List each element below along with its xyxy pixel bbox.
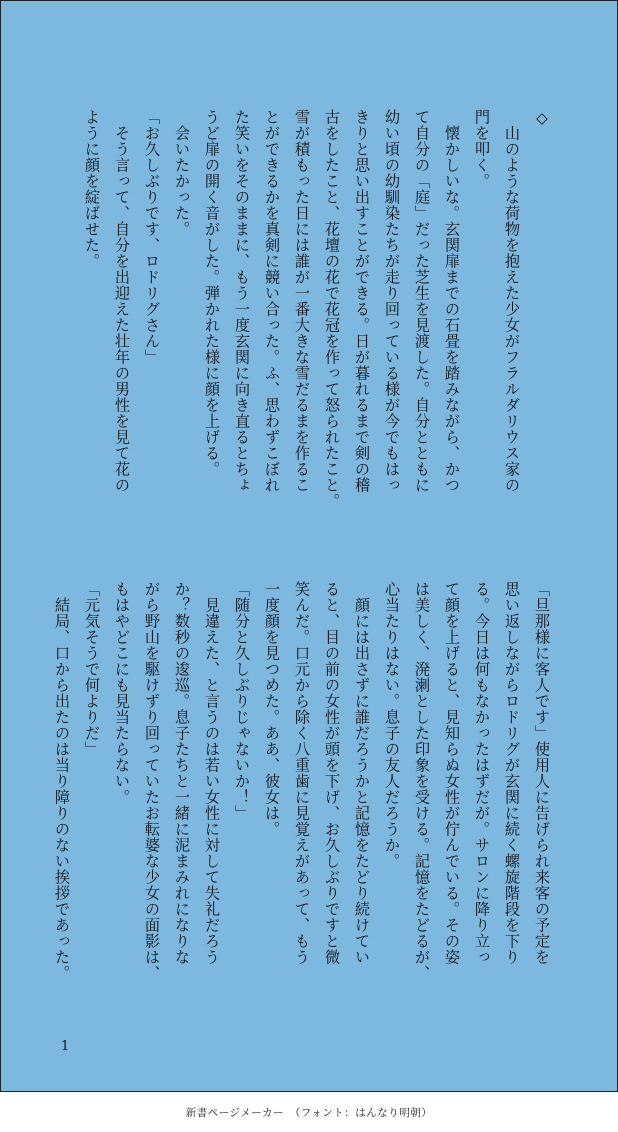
text-line: うど扉の開く音がした。弾かれた様に顔を上げる。 — [203, 109, 221, 477]
upper-text-block — [77, 109, 557, 539]
lower-text-block — [47, 581, 557, 1011]
text-line: もはやどこにも見当たらない。 — [113, 581, 131, 805]
text-line: て自分の「庭」だった芝生を見渡した。自分とともに — [413, 109, 431, 493]
text-line: がら野山を駆けずり回っていたお転婆な少女の面影は、 — [143, 581, 161, 981]
text-line: 「お久しぶりです、ロドリグさん」 — [143, 109, 161, 365]
text-line: て顔を上げると、見知らぬ女性が佇んでいる。その姿 — [443, 581, 461, 965]
text-line: 幼い頃の幼馴染たちが走り回っている様が今でもはっ — [383, 109, 401, 493]
text-line: そう言って、自分を出迎えた壮年の男性を見て花の — [113, 109, 131, 493]
text-line: 一度顔を見つめた。ああ、彼女は。 — [263, 581, 281, 837]
text-line: 思い返しながらロドリグが玄関に続く螺旋階段を下り — [503, 581, 521, 965]
text-line: 「旦那様に客人です」使用人に告げられ来客の予定を — [533, 581, 551, 965]
text-line: 笑んだ。口元から除く八重歯に見覚えがあって、もう — [293, 581, 311, 965]
text-line: る。今日は何もなかったはずだが。サロンに降り立っ — [473, 581, 491, 965]
text-line: とができるかを真剣に競い合った。ふ、思わずこぼれ — [263, 109, 281, 493]
text-line: は美しく、溌溂とした印象を受ける。記憶をたどるが、 — [413, 581, 431, 981]
text-line: ように顔を綻ばせた。 — [83, 109, 101, 269]
text-line: 懐かしいな。玄関扉までの石畳を踏みながら、かつ — [443, 109, 461, 493]
text-line: 「元気そうで何よりだ」 — [83, 581, 101, 757]
text-line: 「随分と久しぶりじゃないか！」 — [233, 581, 251, 821]
text-line: 見違えた、と言うのは若い女性に対して失礼だろう — [203, 581, 221, 965]
page-number: 1 — [61, 1039, 70, 1054]
text-line: 結局、口から出たのは当り障りのない挨拶であった。 — [53, 581, 71, 981]
footer-credit: 新書ページメーカー （フォント：はんなり明朝） — [185, 1107, 433, 1119]
text-line: 顔には出さずに誰だろうかと記憶をたどり続けてい — [353, 581, 371, 965]
text-line: 門を叩く。 — [473, 109, 491, 189]
text-line: た笑いをそのままに、もう一度玄関に向き直るとちょ — [233, 109, 251, 493]
text-line: か？数秒の逡巡。息子たちと一緒に泥まみれになりな — [173, 581, 191, 965]
text-line: きりと思い出すことができる。日が暮れるまで剣の稽 — [353, 109, 371, 493]
text-line: 会いたかった。 — [173, 109, 191, 237]
text-line: 古をしたこと、花壇の花で花冠を作って怒られたこと。 — [323, 109, 341, 509]
text-line: ◇ — [533, 109, 551, 128]
text-line: 心当たりはない。息子の友人だろうか。 — [383, 581, 401, 869]
text-line: 雪が積もった日には誰が一番大きな雪だるまを作るこ — [293, 109, 311, 493]
text-line: ると、目の前の女性が頭を下げ、お久しぶりですと微 — [323, 581, 341, 965]
text-line: 山のような荷物を抱えた少女がフラルダリウス家の — [503, 109, 521, 493]
